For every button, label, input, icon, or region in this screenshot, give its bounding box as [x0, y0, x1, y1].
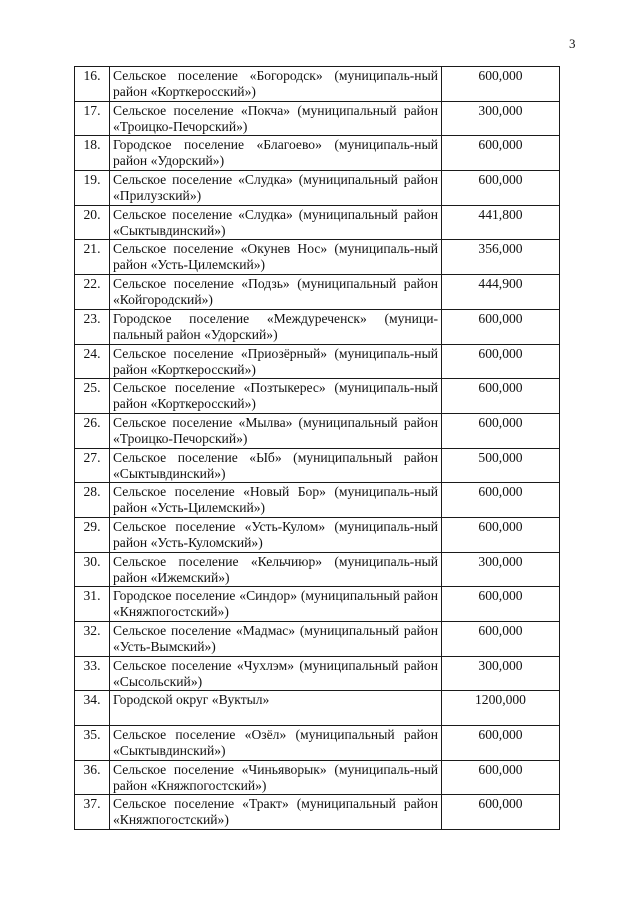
row-number-cell: 34. [75, 691, 110, 726]
table-row [75, 795, 560, 830]
row-number-cell: 18. [75, 136, 110, 171]
row-number-cell: 23. [75, 309, 110, 344]
settlement-name-cell: Сельское поселение «Озёл» (муниципальный район «Сыктывдинский») [110, 726, 442, 761]
amount-cell: 600,000 [442, 171, 560, 206]
settlement-name-cell: Городской округ «Вуктыл» [110, 691, 442, 726]
settlement-name-cell: Сельское поселение «Мылва» (муниципальный район «Троицко-Печорский») [110, 413, 442, 448]
settlement-name-cell: Сельское поселение «Приозёрный» (муниципаль-ный район «Корткеросский») [110, 344, 442, 379]
row-number-cell: 36. [75, 760, 110, 795]
row-number-cell: 28. [75, 483, 110, 518]
settlement-name-cell: Сельское поселение «Усть-Кулом» (муниципаль-ный район «Усть-Куломский») [110, 517, 442, 552]
table-row [75, 656, 560, 691]
settlement-name-cell: Городское поселение «Междуреченск» (муници-пальный район «Удорский») [110, 309, 442, 344]
amount-cell: 600,000 [442, 413, 560, 448]
amount-cell: 441,800 [442, 205, 560, 240]
table-row [75, 309, 560, 344]
amount-cell: 600,000 [442, 517, 560, 552]
row-number-cell: 37. [75, 795, 110, 830]
amount-cell: 600,000 [442, 760, 560, 795]
settlement-name-cell: Сельское поселение «Чиньяворык» (муниципаль-ный район «Княжпогостский») [110, 760, 442, 795]
row-number-cell: 29. [75, 517, 110, 552]
row-number-cell: 33. [75, 656, 110, 691]
amount-cell: 600,000 [442, 309, 560, 344]
table-row [75, 171, 560, 206]
row-number-cell: 16. [75, 67, 110, 102]
row-number-cell: 32. [75, 622, 110, 657]
table-row [75, 622, 560, 657]
settlement-name-cell: Сельское поселение «Новый Бор» (муниципаль-ный район «Усть-Цилемский») [110, 483, 442, 518]
table-row [75, 344, 560, 379]
table-row [75, 517, 560, 552]
row-number-cell: 31. [75, 587, 110, 622]
row-number-cell: 30. [75, 552, 110, 587]
amount-cell: 1200,000 [442, 691, 560, 726]
table-row [75, 136, 560, 171]
settlement-name-cell: Сельское поселение «Подзь» (муниципальный район «Койгородский») [110, 275, 442, 310]
amount-cell: 600,000 [442, 587, 560, 622]
settlement-name-cell: Сельское поселение «Слудка» (муниципальный район «Сыктывдинский») [110, 205, 442, 240]
table-row [75, 691, 560, 726]
table-row [75, 101, 560, 136]
amount-cell: 600,000 [442, 344, 560, 379]
settlement-name-cell: Сельское поселение «Позтыкерес» (муниципаль-ный район «Корткеросский») [110, 379, 442, 414]
table-row [75, 67, 560, 102]
amount-cell: 600,000 [442, 795, 560, 830]
settlement-name-cell: Сельское поселение «Слудка» (муниципальный район «Прилузский») [110, 171, 442, 206]
row-number-cell: 19. [75, 171, 110, 206]
amount-cell: 300,000 [442, 101, 560, 136]
grants-table [74, 66, 560, 830]
amount-cell: 300,000 [442, 552, 560, 587]
row-number-cell: 22. [75, 275, 110, 310]
settlement-name-cell: Сельское поселение «Богородск» (муниципаль-ный район «Корткеросский») [110, 67, 442, 102]
amount-cell: 600,000 [442, 622, 560, 657]
settlement-name-cell: Сельское поселение «Кельчиюр» (муниципаль-ный район «Ижемский») [110, 552, 442, 587]
settlement-name-cell: Сельское поселение «Тракт» (муниципальный район «Княжпогостский») [110, 795, 442, 830]
amount-cell: 356,000 [442, 240, 560, 275]
row-number-cell: 20. [75, 205, 110, 240]
table-row [75, 275, 560, 310]
amount-cell: 300,000 [442, 656, 560, 691]
table-row [75, 448, 560, 483]
row-number-cell: 27. [75, 448, 110, 483]
row-number-cell: 17. [75, 101, 110, 136]
table-row [75, 205, 560, 240]
table-row [75, 240, 560, 275]
table-row [75, 760, 560, 795]
row-number-cell: 26. [75, 413, 110, 448]
row-number-cell: 25. [75, 379, 110, 414]
table-row [75, 379, 560, 414]
settlement-name-cell: Сельское поселение «Мадмас» (муниципальный район «Усть-Вымский») [110, 622, 442, 657]
amount-cell: 600,000 [442, 67, 560, 102]
page-number: 3 [569, 36, 576, 51]
row-number-cell: 35. [75, 726, 110, 761]
settlement-name-cell: Сельское поселение «Чухлэм» (муниципальный район «Сысольский») [110, 656, 442, 691]
settlement-name-cell: Сельское поселение «Окунев Нос» (муниципаль-ный район «Усть-Цилемский») [110, 240, 442, 275]
settlement-name-cell: Сельское поселение «Покча» (муниципальный район «Троицко-Печорский») [110, 101, 442, 136]
table-row [75, 587, 560, 622]
table-row [75, 552, 560, 587]
row-number-cell: 24. [75, 344, 110, 379]
grants-table-body [75, 67, 560, 830]
amount-cell: 600,000 [442, 726, 560, 761]
amount-cell: 600,000 [442, 379, 560, 414]
row-number-cell: 21. [75, 240, 110, 275]
amount-cell: 500,000 [442, 448, 560, 483]
amount-cell: 600,000 [442, 136, 560, 171]
amount-cell: 600,000 [442, 483, 560, 518]
settlement-name-cell: Городское поселение «Синдор» (муниципальный район «Княжпогостский») [110, 587, 442, 622]
table-row [75, 413, 560, 448]
amount-cell: 444,900 [442, 275, 560, 310]
table-row [75, 483, 560, 518]
settlement-name-cell: Сельское поселение «Ыб» (муниципальный район «Сыктывдинский») [110, 448, 442, 483]
settlement-name-cell: Городское поселение «Благоево» (муниципаль-ный район «Удорский») [110, 136, 442, 171]
table-row [75, 726, 560, 761]
